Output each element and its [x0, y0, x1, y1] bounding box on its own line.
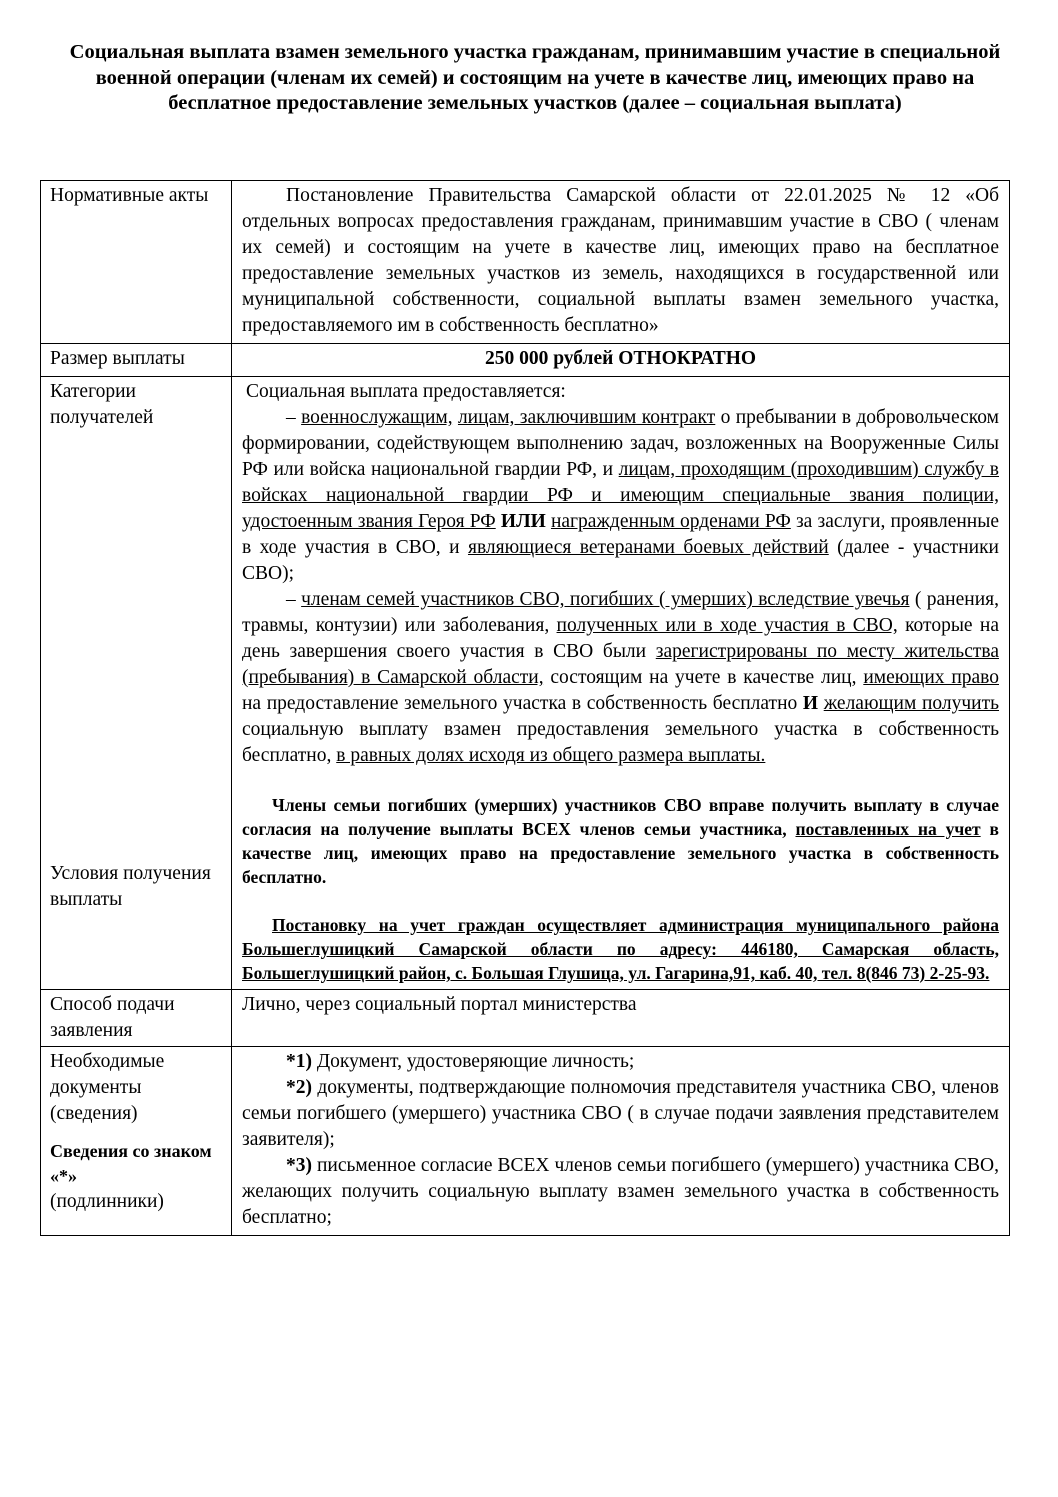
- payment-amount: 250 000 рублей ОТНОКРАТНО: [232, 344, 1010, 377]
- page-title: Социальная выплата взамен земельного участка гражданам, принимавшим участие в специальной военной операции (членам их семей) и состоящим на учете в качестве лиц, имеющих право на бесплатное предоставление земельных участков (далее – социальная выплата): [69, 41, 1001, 114]
- row-label-amount: Размер выплаты: [41, 344, 232, 377]
- table-row-normative: [41, 181, 1010, 344]
- categories-label: Категории получателей: [50, 381, 154, 428]
- row-label-documents: [41, 1047, 232, 1236]
- table-row-amount: [41, 344, 1010, 377]
- registration-address-note: Постановку на учет граждан осуществляет администрация муниципального района Большеглушицкий Самарской области по адресу: 446180, Самарская область, Большеглушицкий район, с. Большая Глушица, ул. Гагарина,91, каб. 40, тел. 8(846 73) 2-25-93.: [242, 915, 999, 983]
- conditions-label: Условия получения выплаты: [50, 863, 211, 910]
- documents-originals-note: (подлинники): [50, 1191, 164, 1212]
- categories-content: [232, 377, 1010, 990]
- application-method: Лично, через социальный портал министерства: [232, 990, 1010, 1047]
- category-servicemen: – военнослужащим, лицам, заключившим контракт о пребывании в добровольческом формировании, содействующем выполнению задач, возложенных на Вооруженные Силы РФ или войска национальной гвардии РФ, и лицам, проходящим (проходившим) службу в войсках национальной гвардии РФ и имеющим специальные звания полиции, удостоенным звания Героя РФ ИЛИ награжденным орденами РФ за заслуги, проявленные в ходе участия в СВО, и являющиеся ветеранами боевых действий (далее - участники СВО);: [242, 407, 999, 584]
- categories-intro: Социальная выплата предоставляется:: [246, 381, 566, 402]
- table-row-documents: [41, 1047, 1010, 1236]
- table-row-categories: [41, 377, 1010, 990]
- document-item-1: *1) Документ, удостоверяющие личность;: [286, 1051, 635, 1072]
- row-label-method: Способ подачи заявления: [41, 990, 232, 1047]
- info-table: [40, 180, 1010, 1236]
- documents-label: Необходимые документы (сведения): [50, 1051, 165, 1124]
- documents-content: [232, 1047, 1010, 1236]
- row-label-normative: Нормативные акты: [41, 181, 232, 344]
- documents-asterisk-note: Сведения со знаком «*»: [50, 1141, 212, 1186]
- table-row-method: [41, 990, 1010, 1047]
- row-label-categories: [41, 377, 232, 990]
- category-family-members: – членам семей участников СВО, погибших ( умерших) вследствие увечья ( ранения, травмы, контузии) или заболевания, полученных или в ходе участия в СВО, которые на день завершения своего участия в СВО были зарегистрированы по месту жительства (пребывания) в Самарской области, состоящим на учете в качестве лиц, имеющих право на предоставление земельного участка в собственность бесплатно И желающим получить социальную выплату взамен предоставления земельного участка в собственность бесплатно, в равных долях исходя из общего размера выплаты.: [242, 589, 1000, 766]
- document-item-3: *3) письменное согласие ВСЕХ членов семьи погибшего (умершего) участника СВО, желающих получить социальную выплату взамен земельного участка в собственность бесплатно;: [242, 1155, 999, 1228]
- document-item-2: *2) документы, подтверждающие полномочия представителя участника СВО, членов семьи погибшего (умершего) участника СВО ( в случае подачи заявления представителем заявителя);: [242, 1077, 999, 1150]
- normative-acts-text: Постановление Правительства Самарской области от 22.01.2025 № 12 «Об отдельных вопросах предоставления гражданам, принимавшим участие в СВО ( членам их семей) и состоящим на учете в качестве лиц, имеющих право на бесплатное предоставление земельных участков из земель, находящихся в государственной или муниципальной собственности, социальной выплаты взамен земельного участка, предоставляемого им в собственность бесплатно»: [232, 181, 1010, 344]
- family-consent-note: Члены семьи погибших (умерших) участников СВО вправе получить выплату в случае согласия на получение выплаты ВСЕХ членов семьи участника, поставленных на учет в качестве лиц, имеющих право на предоставление земельного участка в собственность бесплатно.: [242, 795, 999, 887]
